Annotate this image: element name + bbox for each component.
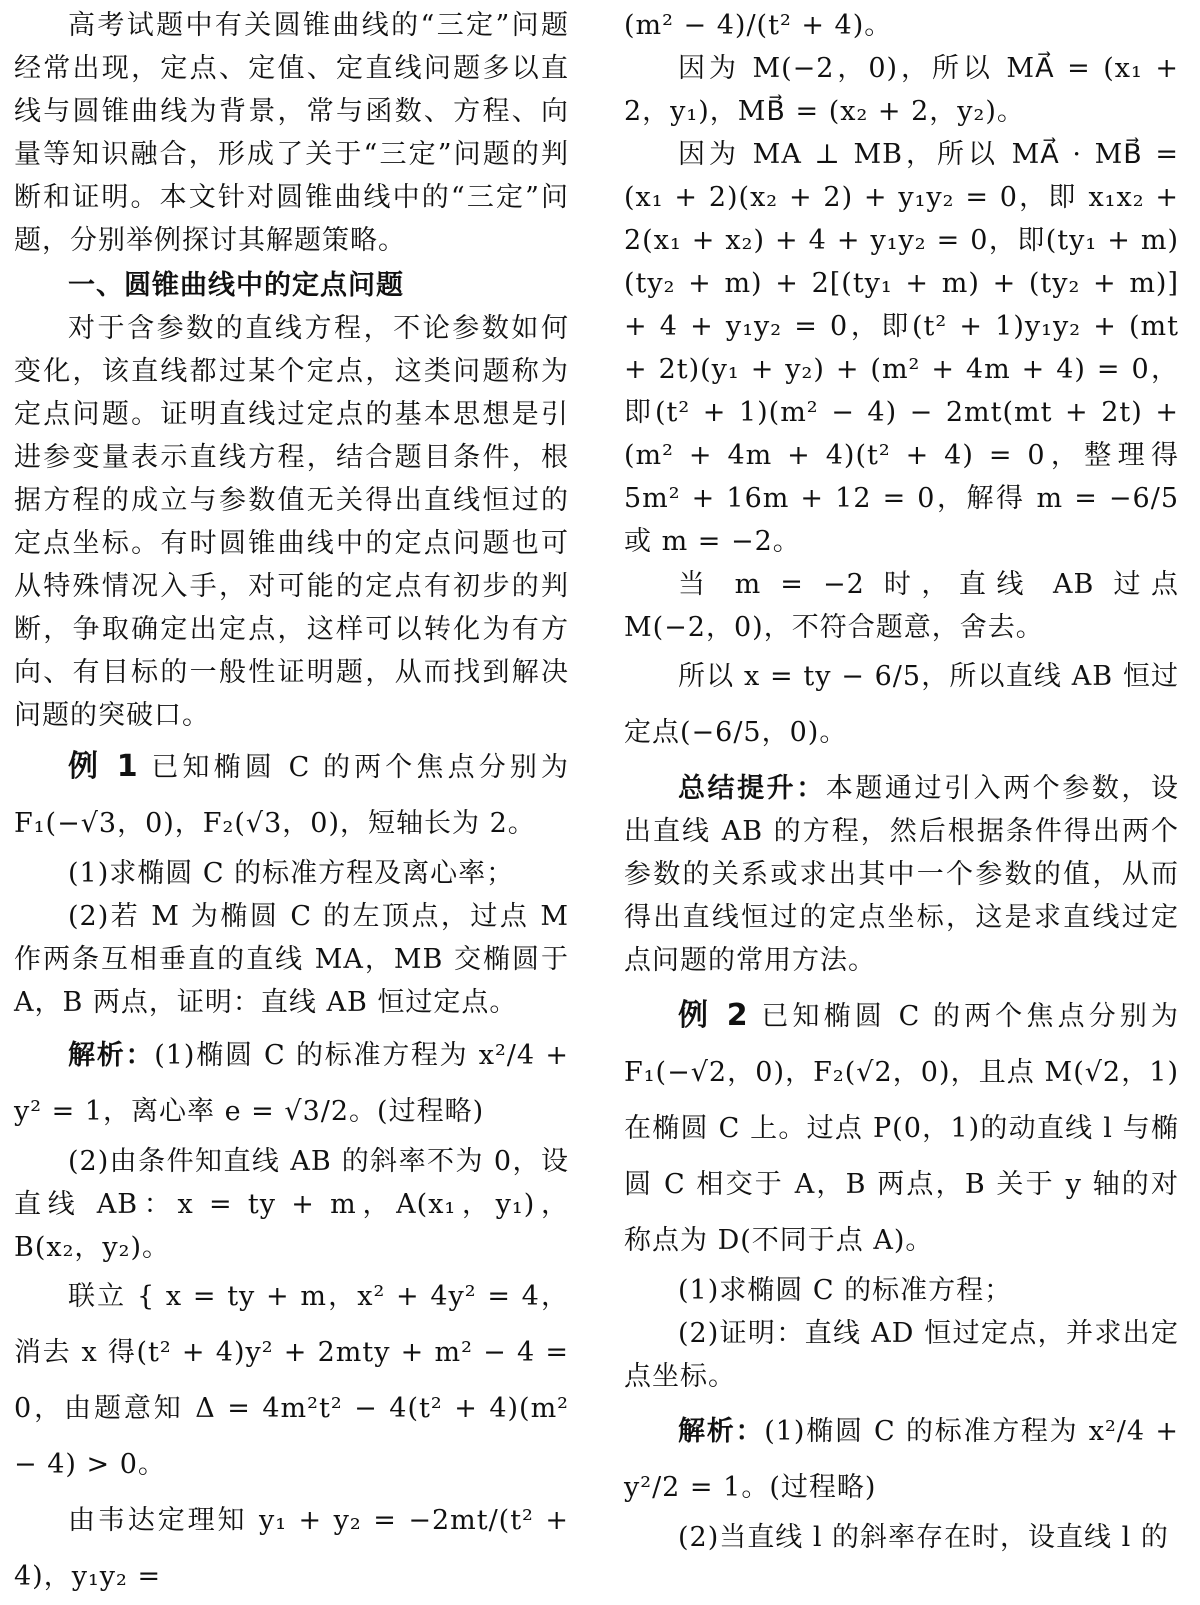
example2-solution1-text: (1)椭圆 C 的标准方程为 x²/4 + y²/2 = 1。(过程略) (624, 1416, 1179, 1503)
section1-title: 一、圆锥曲线中的定点问题 (68, 270, 404, 301)
example1-stem (14, 739, 569, 852)
intro-paragraph: 高考试题中有关圆锥曲线的“三定”问题经常出现，定点、定值、定直线问题多以直线与圆锥曲线为背景，常与函数、方程、向量等知识融合，形成了关于“三定”问题的判断和证明。本文针对圆锥曲线中的“三定”问题，分别举例探讨其解题策略。 (14, 10, 569, 256)
summary-paragraph (624, 767, 1179, 982)
summary-label: 总结提升： (678, 773, 826, 804)
example1-solution5: 因为 M(−2，0)，所以 MA⃗ = (x₁ + 2，y₁)，MB⃗ = (x₂ + 2，y₂)。 (624, 53, 1179, 127)
example2-stem-text: 已知椭圆 C 的两个焦点分别为 F₁(−√2，0)，F₂(√2，0)，且点 M(√2，1)在椭圆 C 上。过点 P(0，1)的动直线 l 与椭圆 C 相交于 A，B 两点，B 关于 y 轴的对称点为 D(不同于点 A)。 (624, 1001, 1179, 1256)
example1-solution3: 联立 { x = ty + m，x² + 4y² = 4， 消去 x 得(t² + 4)y² + 2mty + m² − 4 = 0，由题意知 Δ = 4m²t² − 4(t² + 4)(m² − 4) > 0。 (14, 1281, 569, 1480)
summary-text: 本题通过引入两个参数，设出直线 AB 的方程，然后根据条件得出两个参数的关系或求出其中一个参数的值，从而得出直线恒过的定点坐标，这是求直线过定点问题的常用方法。 (624, 773, 1179, 976)
example2-stem (624, 988, 1179, 1269)
example1-solution8: 所以 x = ty − 6/5，所以直线 AB 恒过定点(−6/5，0)。 (624, 661, 1179, 748)
example2-solution1 (624, 1404, 1179, 1516)
example1-solution7: 当 m = −2 时，直线 AB 过点 M(−2，0)，不符合题意，舍去。 (624, 569, 1179, 643)
solution-label-2: 解析： (678, 1416, 765, 1447)
example1-solution1 (14, 1028, 569, 1140)
section1-body: 对于含参数的直线方程，不论参数如何变化，该直线都过某个定点，这类问题称为定点问题。证明直线过定点的基本思想是引进参变量表示直线方程，结合题目条件，根据方程的成立与参数值无关得出直线恒过的定点坐标。有时圆锥曲线中的定点问题也可从特殊情况入手，对可能的定点有初步的判断，争取确定出定点，这样可以转化为有方向、有目标的一般性证明题，从而找到解决问题的突破口。 (14, 313, 569, 731)
example1-solution4: 由韦达定理知 y₁ + y₂ = −2mt/(t² + 4)，y₁y₂ = (14, 1505, 569, 1592)
example1-question2: (2)若 M 为椭圆 C 的左顶点，过点 M 作两条互相垂直的直线 MA，MB 交椭圆于 A，B 两点，证明：直线 AB 恒过定点。 (14, 901, 569, 1018)
example2-question1: (1)求椭圆 C 的标准方程； (678, 1275, 1013, 1306)
example1-solution4-cont: (m² − 4)/(t² + 4)。 (624, 10, 893, 41)
example1-solution6: 因为 MA ⊥ MB，所以 MA⃗ · MB⃗ = (x₁ + 2)(x₂ + 2) + y₁y₂ = 0，即 x₁x₂ + 2(x₁ + x₂) + 4 + y₁y₂ = 0，即(ty₁ + m)(ty₂ + m) + 2[(ty₁ + m) + (ty₂ + m)] + 4 + y₁y₂ = 0，即(t² + 1)y₁y₂ + (mt + 2t)(y₁ + y₂) + (m² + 4m + 4) = 0，即(t² + 1)(m² − 4) − 2mt(mt + 2t) + (m² + 4m + 4)(t² + 4) = 0，整理得 5m² + 16m + 12 = 0，解得 m = −6/5 或 m = −2。 (624, 139, 1179, 557)
right-column (624, 0, 1179, 1559)
example2-solution2: (2)当直线 l 的斜率存在时，设直线 l 的 (678, 1522, 1169, 1553)
example1-solution1-text: (1)椭圆 C 的标准方程为 x²/4 + y² = 1，离心率 e = √3/2。(过程略) (14, 1040, 569, 1127)
left-column (14, 0, 569, 1605)
example1-solution2: (2)由条件知直线 AB 的斜率不为 0，设直线 AB：x = ty + m，A(x₁，y₁)，B(x₂，y₂)。 (14, 1146, 569, 1263)
example1-label: 例 1 (68, 749, 139, 784)
solution-label: 解析： (68, 1040, 155, 1071)
example2-question2: (2)证明：直线 AD 恒过定点，并求出定点坐标。 (624, 1318, 1179, 1392)
example1-stem-text: 已知椭圆 C 的两个焦点分别为 F₁(−√3，0)，F₂(√3，0)，短轴长为 2。 (14, 752, 569, 839)
example1-question1: (1)求椭圆 C 的标准方程及离心率； (68, 858, 515, 889)
example2-label: 例 2 (678, 998, 749, 1033)
